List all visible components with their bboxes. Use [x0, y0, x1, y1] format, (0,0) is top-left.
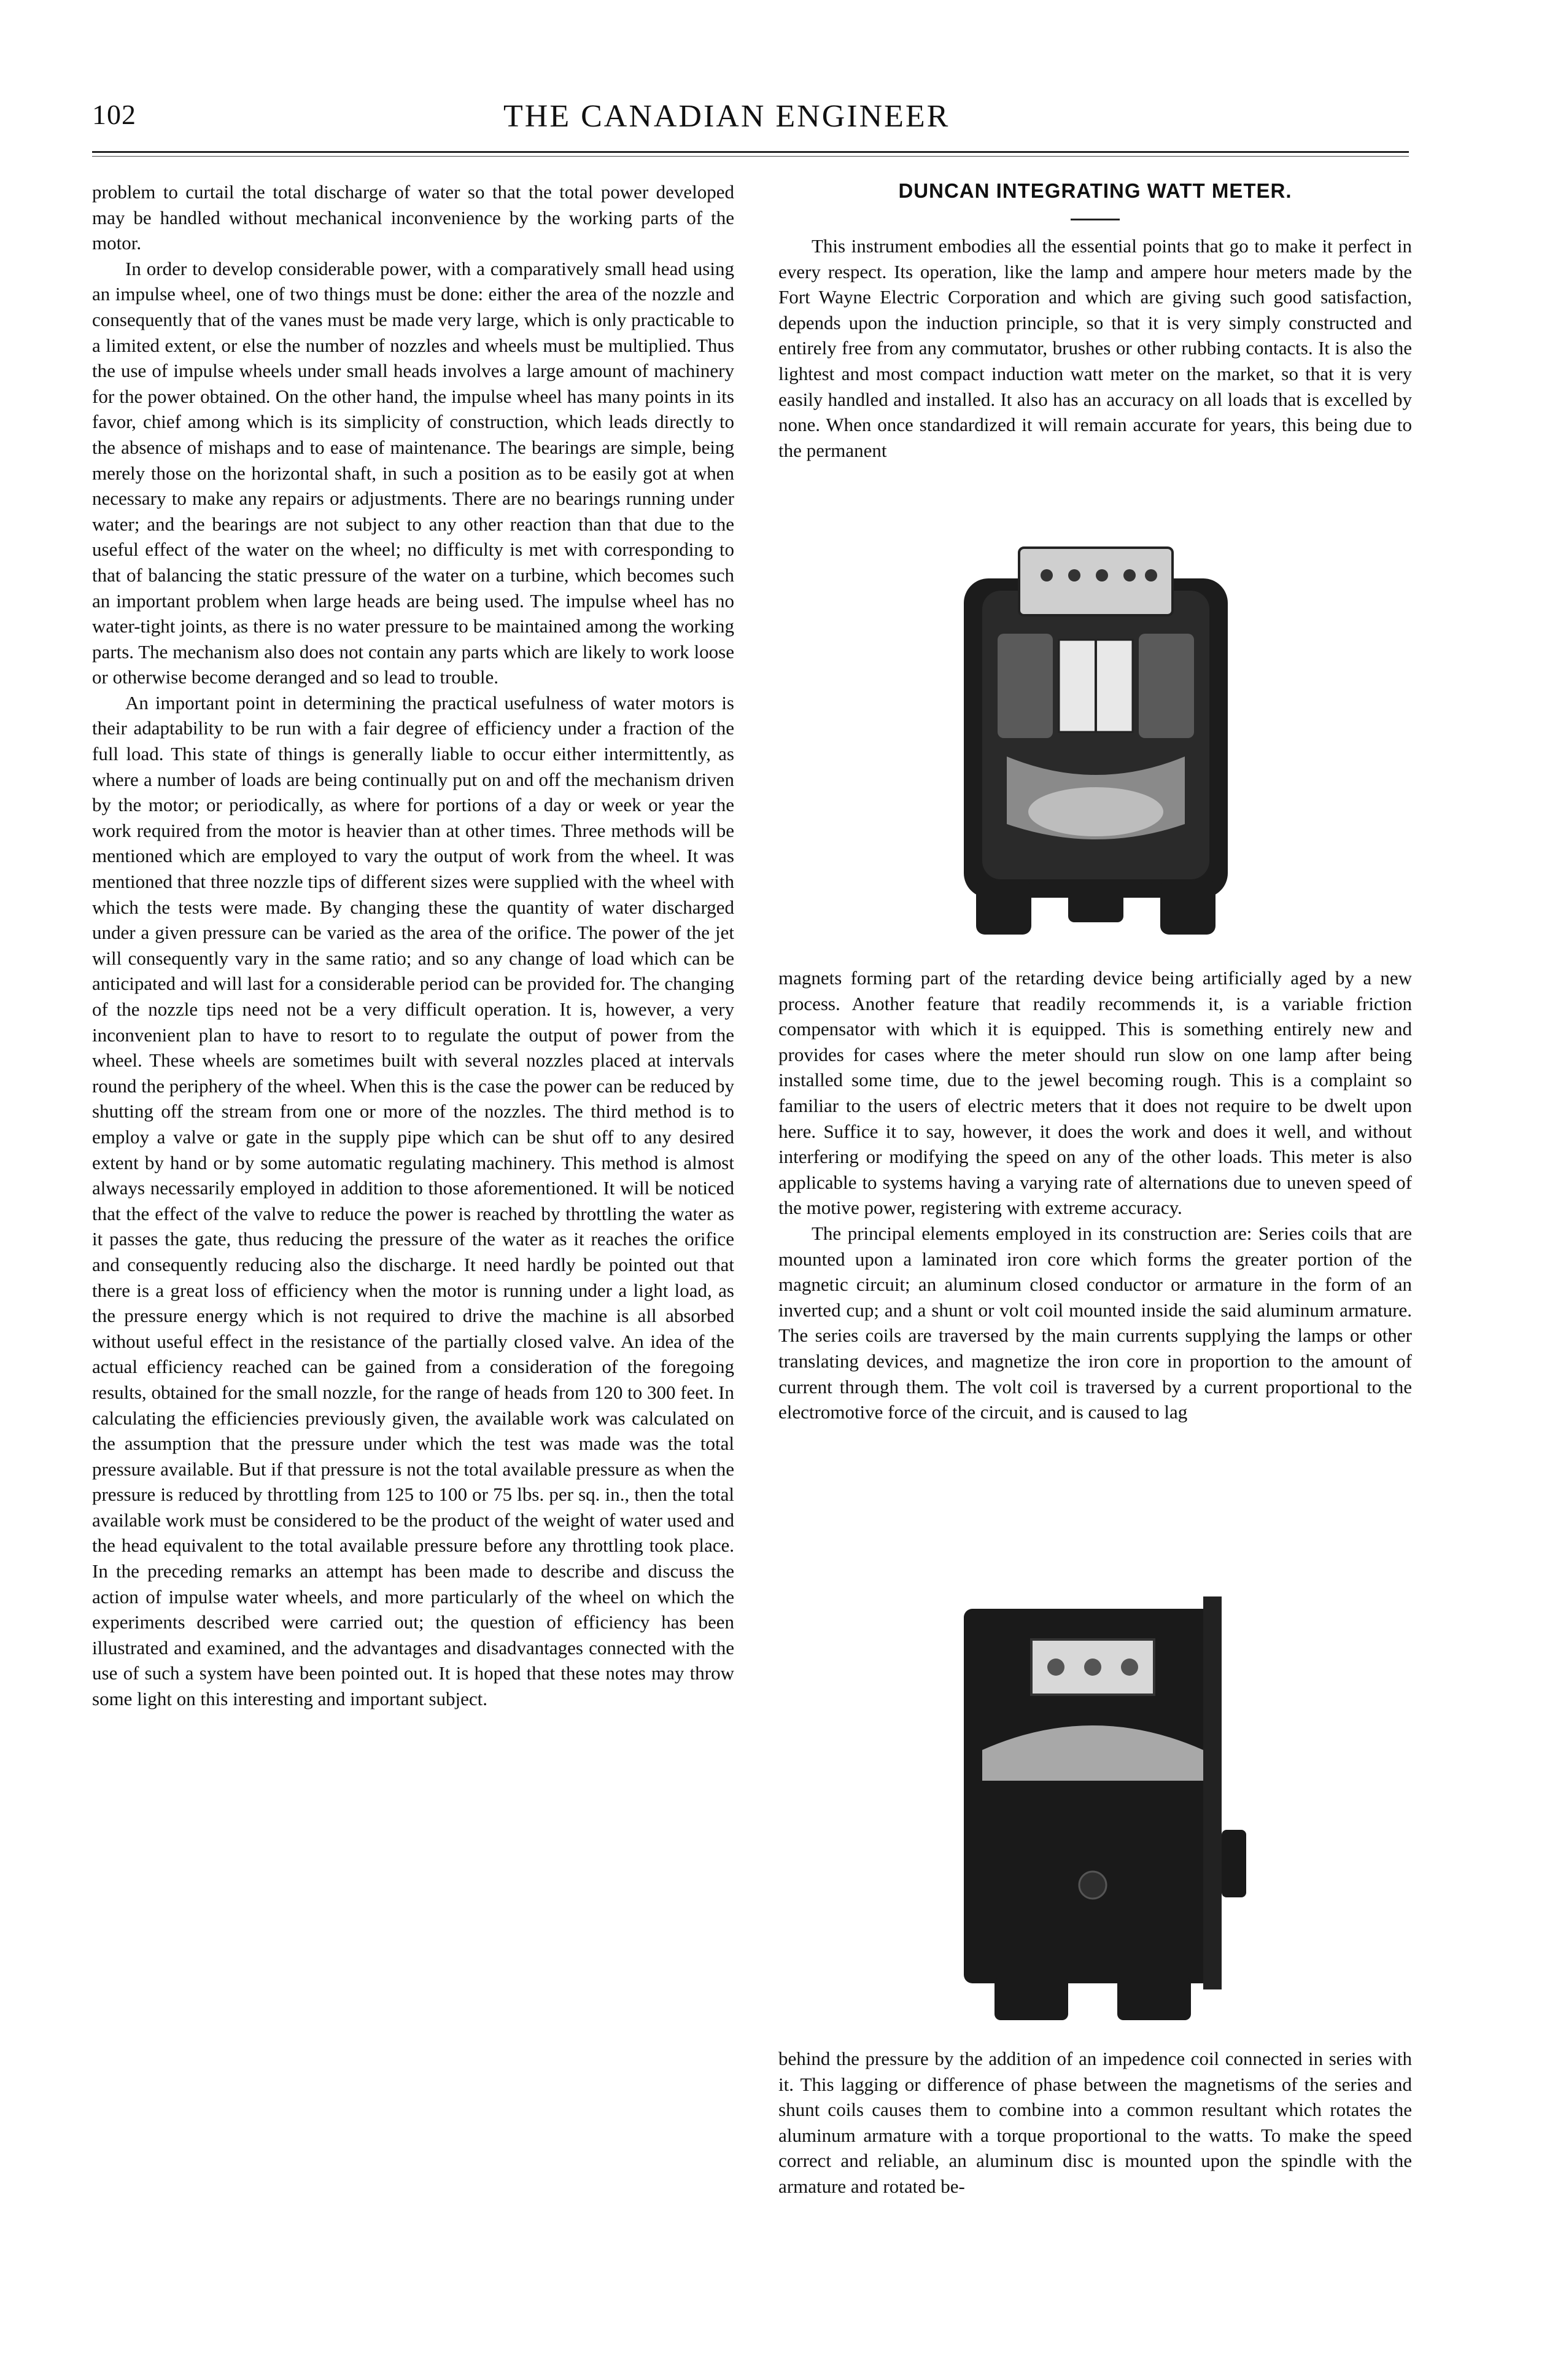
meter-exterior-illustration	[958, 1596, 1252, 2026]
paragraph: problem to curtail the total discharge of water so that the total power developed may be handled without mechanical inconvenience by the working parts of the motor.	[92, 181, 734, 254]
running-title: THE CANADIAN ENGINEER	[503, 99, 950, 134]
paragraph: The principal elements employed in its construction are: Series coils that are mounted upon a laminated iron core which forms the greater portion of the magnetic circuit; an aluminum closed conductor or armature in the form of an inverted cup; and a shunt or volt coil mounted inside the said aluminum armature. The series coils are traversed by the main currents supplying the lamps or other translating devices, and magnetize the iron core in proportion to the amount of current through them. The volt coil is traversed by a current proportional to the electromotive force of the circuit, and is caused to lag	[778, 1222, 1412, 1423]
paragraph: magnets forming part of the retarding device being artificially aged by a new process. Another feature that readily recommends it, is a variable friction compensator with which it is equipped. This is something entirely new and provides for cases where the meter should run slow on one lamp after being installed some time, due to the jewel becoming rough. This is a complaint so familiar to the users of electric meters that it does not require to be dwelt upon here. Suffice it to say, however, it does the work and does it well, and without interfering or modifying the speed on any of the other loads. This meter is also applicable to systems having a varying rate of alternations due to uneven speed of the motive power, registering with extreme accuracy.	[778, 967, 1412, 1219]
right-column-bottom	[778, 2046, 1412, 2199]
right-column-top	[778, 233, 1412, 463]
paragraph: In order to develop considerable power, with a comparatively small head using an impulse wheel, one of two things must be done: either the area of the nozzle and consequently that of the vanes must be made very large, which is only practicable to a limited extent, or else the number of nozzles and wheels must be multiplied. Thus the use of impulse wheels under small heads involves a large amount of machinery for the power obtained. On the other hand, the impulse wheel has many points in its favor, chief among which is its simplicity of construction, which leads directly to the absence of mishaps and to ease of maintenance. The bearings are simple, being merely those on the horizontal shaft, in such a position as to be easily got at when necessary to make any repairs or adjustments. There are no bearings running under water; and the bearings are not subject to any other reaction than that due to the useful effect of the water on the wheel; no difficulty is met with corresponding to that of balancing the static pressure of the water on a turbine, which becomes such an important problem when large heads are being used. The impulse wheel has no water-tight joints, as there is no water pressure to be maintained among the working parts. The mechanism also does not contain any parts which are likely to work loose or otherwise become deranged and so lead to trouble.	[92, 257, 734, 688]
watt-meter-exterior-photo	[958, 1596, 1252, 2026]
header-rule	[92, 151, 1409, 153]
paragraph: behind the pressure by the addition of an impedence coil connected in series with it. This lagging or difference of phase between the magnetisms of the series and shunt coils causes them to combine into a common resultant which rotates the aluminum armature with a torque proportional to the watts. To make the speed correct and reliable, an aluminum disc is mounted upon the spindle with the armature and rotated be-	[778, 2048, 1412, 2197]
watt-meter-interior-photo	[939, 535, 1252, 948]
title-rule	[1071, 219, 1120, 220]
header-rule-thin	[92, 156, 1409, 157]
paragraph: This instrument embodies all the essential points that go to make it perfect in every respect. Its operation, like the lamp and ampere hour meters made by the Fort Wayne Electric Corporation and which are giving such good satisfaction, depends upon the induction principle, so that it is very simply constructed and entirely free from any commutator, brushes or other rubbing contacts. It is also the lightest and most compact induction watt meter on the market, so that it is very easily handled and installed. It also has an accuracy on all loads that is excelled by none. When once standardized it will remain accurate for years, this being due to the permanent	[778, 235, 1412, 461]
meter-interior-illustration	[939, 535, 1252, 948]
page-header	[92, 98, 1409, 141]
paragraph: An important point in determining the practical usefulness of water motors is their adaptability to be run with a fair degree of efficiency under a fraction of the full load. This state of things is generally liable to occur either intermittently, as where a number of loads are being continually put on and off the mechanism driven by the motor; or periodically, as where for portions of a day or week or year the work required from the motor is heavier than at other times. Three methods will be mentioned which are employed to vary the output of work from the wheel. It was mentioned that three nozzle tips of different sizes were supplied with the wheel with which the tests were made. By changing these the quantity of water discharged under a given pressure can be varied as the area of the orifice. The power of the jet will consequently vary in the same ratio; and so any change of load which can be anticipated and will last for a considerable period can be provided for. The changing of the nozzle tips need not be a very difficult operation. It is, however, a very inconvenient plan to have to resort to to regulate the output of power from the wheel. These wheels are sometimes built with several nozzles placed at intervals round the periphery of the wheel. When this is the case the power can be reduced by shutting off the stream from one or more of the nozzles. The third method is to employ a valve or gate in the supply pipe which can be shut off to any desired extent by hand or by some automatic regulating machinery. This method is almost always necessarily employed in addition to those aforementioned. It will be noticed that the effect of the valve to reduce the power is reached by throttling the water as it passes the gate, thus reducing the pressure of the water as it reaches the orifice and consequently reducing also the discharge. It need hardly be pointed out that there is a great loss of efficiency when the motor is running under a light load, as the pressure energy which is not required to drive the machine is all absorbed without useful effect in the resistance of the partially closed valve. An idea of the actual efficiency reached can be gained from a consideration of the foregoing results, obtained for the small nozzle, for the range of heads from 120 to 300 feet. In calculating the efficiencies previously given, the available work was calculated on the assumption that the pressure under which the test was made was the total pressure available. But if that pressure is not the total available pressure as when the pressure is reduced by throttling from 125 to 100 or 75 lbs. per sq. in., then the total available work must be considered to be the product of the weight of water used and the head equivalent to the total available pressure before any throttling took place. In the preceding remarks an attempt has been made to describe and discuss the action of impulse water wheels, and more particularly of the wheel on which the experiments described were carried out; the question of efficiency has been illustrated and examined, and the advantages and disadvantages connected with the use of such a system have been pointed out. It is hoped that these notes may throw some light on this interesting and important subject.	[92, 691, 734, 1710]
page-number: 102	[92, 99, 136, 130]
right-column-middle	[778, 965, 1412, 1425]
left-column	[92, 179, 734, 1712]
article-title: DUNCAN INTEGRATING WATT METER.	[898, 179, 1292, 202]
